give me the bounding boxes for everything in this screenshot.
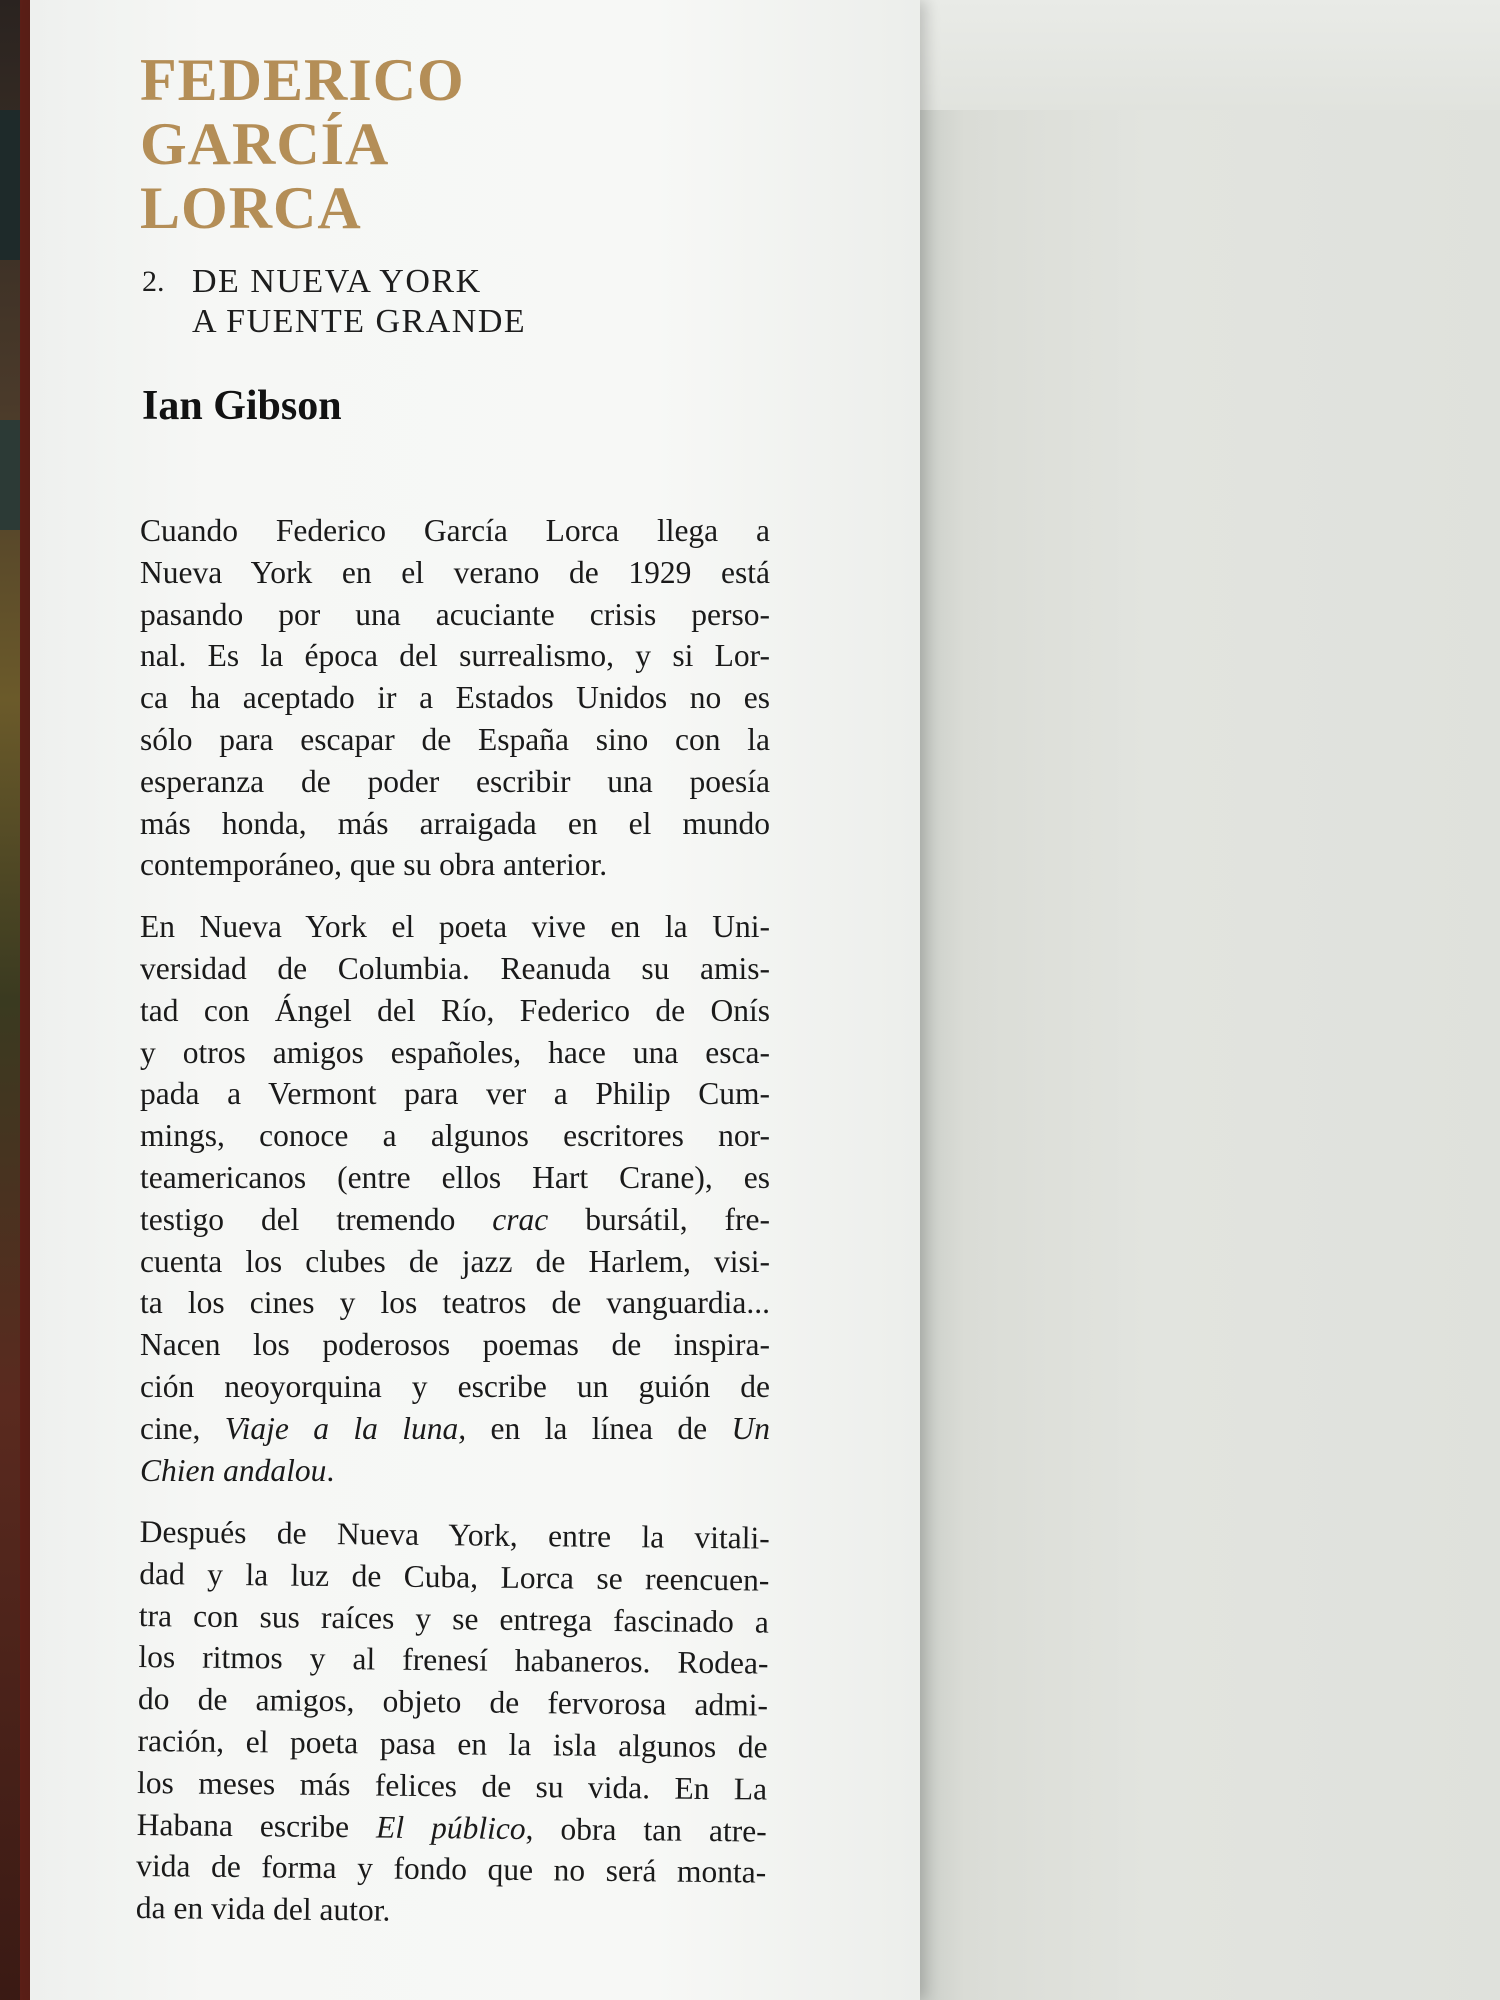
text-line: y otros amigos españoles, hace una esca-: [140, 1034, 770, 1070]
text-line: En Nueva York el poeta vive en la Uni-: [140, 909, 770, 945]
text-line: [140, 1450, 770, 1492]
text-run: , obra tan atre-: [525, 1810, 767, 1849]
volume-number: 2.: [142, 265, 165, 298]
text-line: los meses más felices de su vida. En La: [136, 1765, 768, 1807]
blurb-paragraph-2: [140, 906, 770, 1491]
subtitle-line: A FUENTE GRANDE: [192, 303, 527, 340]
text-run: testigo del tremendo: [140, 1201, 493, 1237]
book-page-right: [918, 0, 1500, 2000]
text-line: da en vida del autor.: [135, 1890, 391, 1929]
text-run: Habana escribe: [136, 1806, 377, 1845]
text-line: mings, conoce a algunos escritores nor-: [140, 1118, 770, 1154]
text-line: ración, el poeta pasa en la isla algunos de: [137, 1723, 768, 1765]
italic-run: Chien andalou: [140, 1452, 327, 1488]
book-page-right-top: [918, 0, 1500, 110]
text-line: nal. Es la época del surrealismo, y si Lor-: [140, 638, 770, 674]
text-run: cine,: [140, 1410, 225, 1446]
blurb-paragraph-3: [136, 1511, 770, 1936]
text-line: contemporáneo, que su obra anterior.: [140, 847, 608, 883]
text-line: pada a Vermont para ver a Philip Cum-: [140, 1076, 770, 1112]
italic-run: Viaje a la luna,: [224, 1410, 467, 1446]
italic-run: El público: [375, 1809, 526, 1846]
text-line: cuenta los clubes de jazz de Harlem, visi-: [140, 1243, 770, 1279]
text-line: pasando por una acuciante crisis perso-: [140, 596, 770, 632]
text-line: vida de forma y fondo que no será monta-: [136, 1848, 767, 1891]
italic-run: crac: [492, 1201, 549, 1237]
blurb-text: [135, 510, 770, 1949]
text-line: do de amigos, objeto de fervorosa admi-: [137, 1681, 769, 1724]
text-line: los ritmos y al frenesí habaneros. Rodea-: [138, 1639, 769, 1682]
text-line: Nacen los poderosos poemas de inspira-: [140, 1327, 770, 1363]
subtitle-lines: [192, 262, 526, 342]
title-line: GARCÍA: [140, 111, 390, 177]
text-line: [136, 1804, 766, 1852]
text-line: [140, 1199, 770, 1241]
text-line: dad y la luz de Cuba, Lorca se reencuen-: [139, 1556, 770, 1598]
italic-run: Un: [731, 1410, 770, 1446]
text-line: sólo para escapar de España sino con la: [140, 721, 770, 757]
book-title: [140, 48, 465, 240]
text-line: versidad de Columbia. Reanuda su amis-: [140, 950, 770, 986]
dust-jacket-flap: [30, 0, 920, 2000]
book-author: Ian Gibson: [142, 383, 342, 429]
text-run: .: [326, 1452, 335, 1488]
text-line: [140, 1408, 770, 1450]
text-line: Nueva York en el verano de 1929 está: [140, 554, 770, 590]
text-line: Cuando Federico García Lorca llega a: [140, 513, 770, 548]
spine-mark: [0, 110, 20, 260]
text-line: más honda, más arraigada en el mundo: [140, 805, 770, 841]
title-line: FEDERICO: [140, 47, 465, 113]
text-run: en la línea de: [466, 1410, 732, 1446]
text-line: teamericanos (entre ellos Hart Crane), es: [140, 1159, 770, 1195]
text-line: tra con sus raíces y se entrega fascinado a: [138, 1597, 770, 1640]
text-line: ta los cines y los teatros de vanguardia...: [140, 1285, 770, 1321]
blurb-paragraph-1: [140, 510, 770, 886]
text-line: ción neoyorquina y escribe un guión de: [140, 1368, 770, 1404]
text-run: bursátil, fre-: [548, 1201, 770, 1237]
text-line: tad con Ángel del Río, Federico de Onís: [140, 992, 770, 1028]
text-line: ca ha aceptado ir a Estados Unidos no es: [140, 680, 770, 716]
spine-mark: [0, 420, 20, 530]
subtitle-line: DE NUEVA YORK: [192, 263, 482, 300]
title-line: LORCA: [140, 175, 362, 241]
text-line: Después de Nueva York, entre la vitali-: [139, 1514, 770, 1556]
text-line: esperanza de poder escribir una poesía: [140, 763, 770, 799]
